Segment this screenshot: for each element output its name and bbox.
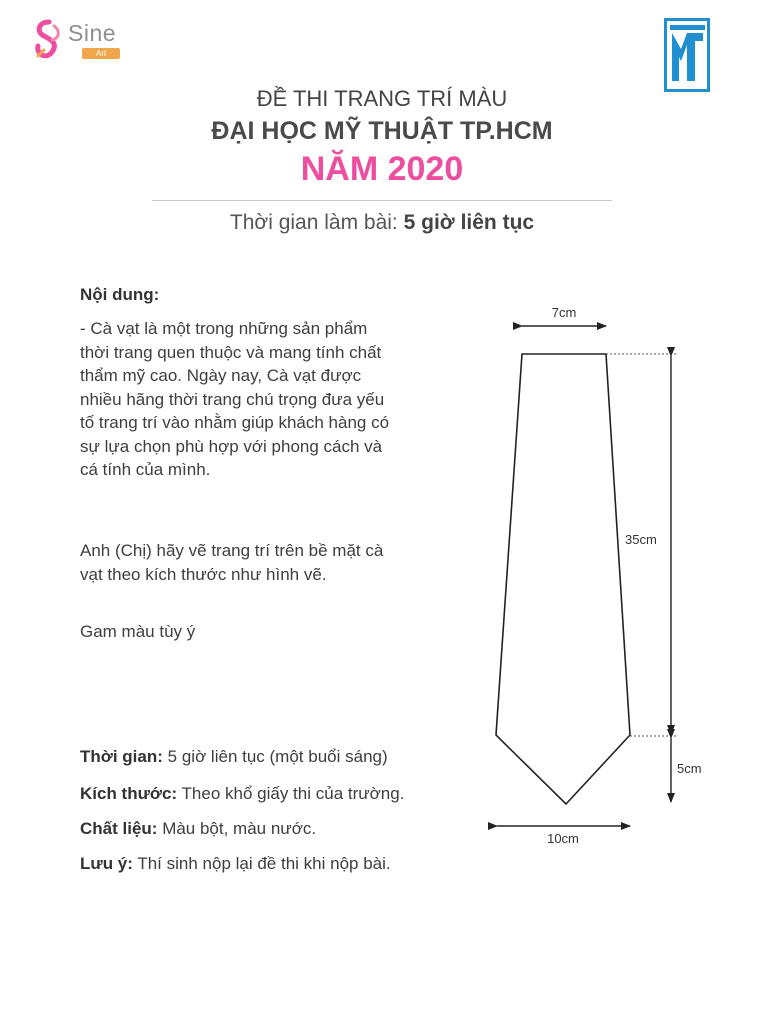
bottom-width-label: 10cm xyxy=(547,831,579,846)
material-label: Chất liệu: xyxy=(80,819,158,838)
content-paragraph-1: - Cà vạt là một trong những sản phẩm thời trang quen thuộc và mang tính chất thẩm mỹ cao. Ngày nay, Cà vạt được nhiều hãng thời trang chú trọng đưa yếu tố trang trí vào nhằm giúp khách hàng có sự lựa chọn phù hợp với phong cách và cá tính của mình. xyxy=(80,319,390,479)
tie-outline xyxy=(496,354,630,804)
header-divider xyxy=(152,200,612,201)
exam-duration xyxy=(0,211,764,235)
info-note xyxy=(80,854,500,874)
tie-diagram xyxy=(470,290,740,850)
size-value: Theo khổ giấy thi của trường. xyxy=(181,784,405,803)
tip-length-label: 5cm xyxy=(677,761,702,776)
material-value: Màu bột, màu nước. xyxy=(162,819,317,838)
info-time xyxy=(80,747,500,767)
exam-subtitle: ĐỀ THI TRANG TRÍ MÀU xyxy=(256,86,508,111)
info-material xyxy=(80,819,500,839)
duration-value: 5 giờ liên tục xyxy=(403,211,535,234)
time-value: 5 giờ liên tục (một buổi sáng) xyxy=(167,747,388,766)
sine-swirl-icon xyxy=(32,18,66,62)
sine-art-logo xyxy=(32,18,132,64)
duration-label: Thời gian làm bài: xyxy=(229,211,398,234)
size-label: Kích thước: xyxy=(80,784,178,803)
brand-tag: Art xyxy=(82,48,120,59)
info-size xyxy=(80,784,500,804)
note-value: Thí sinh nộp lại đề thi khi nộp bài. xyxy=(137,854,391,873)
top-width-label: 7cm xyxy=(551,305,577,320)
exam-year: NĂM 2020 xyxy=(300,150,464,188)
content-paragraph-2: Anh (Chị) hãy vẽ trang trí trên bề mặt cà vạt theo kích thước như hình vẽ. xyxy=(80,541,384,584)
mt-emblem-icon xyxy=(667,21,707,89)
exam-title: ĐẠI HỌC MỸ THUẬT TP.HCM xyxy=(211,117,553,145)
content-paragraph-3: Gam màu tùy ý xyxy=(80,622,196,641)
time-label: Thời gian: xyxy=(80,747,163,766)
brand-name: Sine xyxy=(68,20,117,46)
university-logo xyxy=(664,18,710,92)
body-length-label: 35cm xyxy=(625,532,657,547)
content-heading: Nội dung: xyxy=(80,285,160,304)
note-label: Lưu ý: xyxy=(80,854,133,873)
